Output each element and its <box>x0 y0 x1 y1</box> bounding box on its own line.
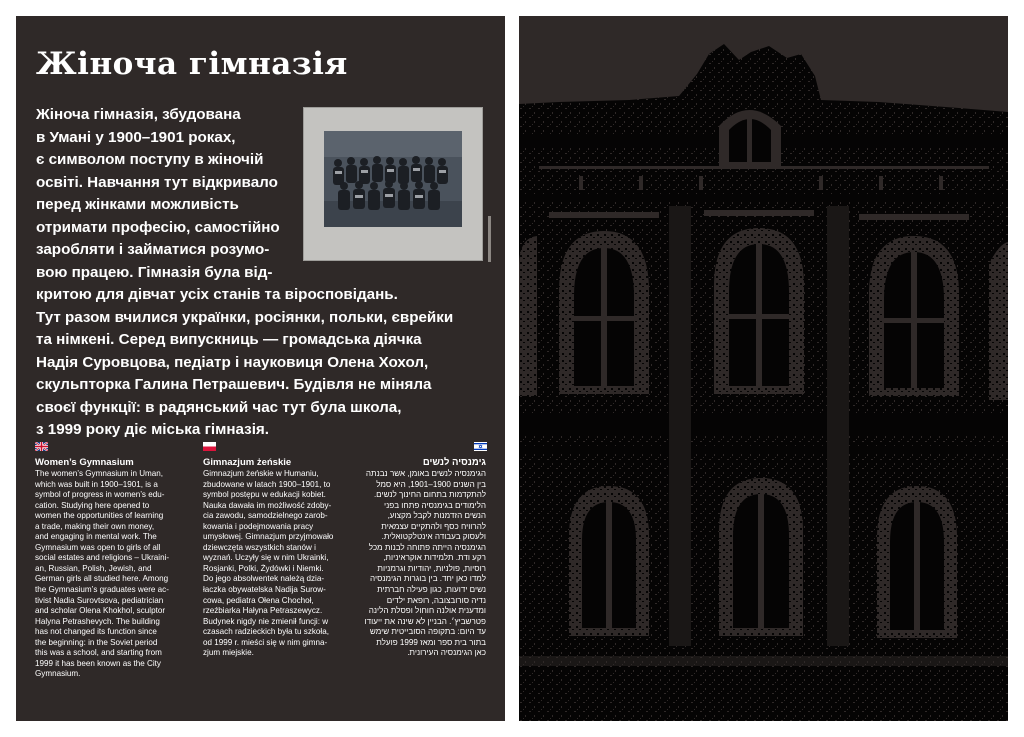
english-text-line: 1999 it has been known as the City <box>35 658 161 668</box>
left-panel <box>16 16 505 721</box>
main-text-line: отримати професію, самостійно <box>36 218 280 236</box>
hebrew-text-line: בתור בית ספר ומאז 1999 פועלת <box>376 637 486 647</box>
polish-text-line: umysłowej. Gimnazjum przyjmowało <box>203 532 334 542</box>
poland-flag-icon <box>203 442 216 451</box>
polish-text-line: Rosjanki, Polki, Żydówki i Niemki. <box>203 563 324 573</box>
english-text-line: Gymnasium. <box>35 669 81 679</box>
hebrew-text-line: להרוויח כסף ולהתקיים עצמאית <box>381 521 486 531</box>
main-text-line: з 1999 року діє міська гімназія. <box>36 421 270 438</box>
english-text-line: tivist Nadia Surovtsova, pediatrician <box>35 595 164 605</box>
main-text-line: критою для дівчат усіх станів та віросповідань. <box>36 286 398 303</box>
uk-flag-icon <box>35 442 48 451</box>
main-text-line: в Умані у 1900–1901 роках, <box>36 128 236 146</box>
building-facade-silhouette <box>519 16 1008 721</box>
english-text-line: the Gymnasium’s graduates were ac- <box>35 585 169 595</box>
main-text-line: та німкені. Серед випускниць — громадська діячка <box>36 331 422 348</box>
english-column <box>35 457 197 680</box>
english-text-line: the beginning: in the Soviet period <box>35 637 158 647</box>
polish-text-line: dziewczęta wszystkich stanów i <box>203 542 316 552</box>
english-text-line: Gymnasium was open to girls of all <box>35 542 161 552</box>
polish-text-line: czasach radzieckich była tu szkoła, <box>203 627 329 637</box>
polish-text <box>203 469 355 659</box>
hebrew-text-line: ומדענית אולנה חוחול ופסלת הלינה <box>368 606 486 616</box>
english-text-line: social estates and religions – Ukraini- <box>35 553 170 563</box>
main-text-line: заробляти і займатися розумо- <box>36 241 270 258</box>
english-title: Women’s Gymnasium <box>35 457 134 468</box>
polish-text-line: cowa, pediatra Ołena Chochoł, <box>203 595 314 605</box>
polish-text-line: Do jego absolwentek należą dzia- <box>203 574 325 584</box>
english-text-line: The women’s Gymnasium in Uman, <box>35 469 164 478</box>
hebrew-text-line: רוסיות, פולניות, יהודיות וגרמניות <box>377 563 486 573</box>
main-text-line: вою працею. Гімназія була від- <box>36 263 273 281</box>
hebrew-text-line: הגימנסיה הייתה פתוחה לבנות מכל <box>368 542 486 552</box>
hebrew-text-line: הגימנסיה לנשים באומן, אשר נבנתה <box>365 469 486 478</box>
english-text-line: and scholar Olena Khokhol, sculptor <box>35 606 166 616</box>
hebrew-text-line: בין השנים 1900–1901, היא סמל <box>376 479 486 489</box>
hebrew-text-line: נשים ידועות, כגון פעילה חברתית <box>377 585 486 595</box>
english-text-line: a trade, making their own money, <box>35 521 155 531</box>
hebrew-text-line: ולעסוק בעבודה אינטלקטואלית. <box>381 532 486 542</box>
main-text-line: Надія Суровцова, педіатр і науковиця Олена Хохол, <box>36 353 429 371</box>
polish-text-line: łaczka obywatelska Nadija Surow- <box>203 585 326 595</box>
hebrew-text-line: הלימודים בגימנסיה פתחו בפני <box>384 500 486 510</box>
photo-credit-mark <box>486 216 494 262</box>
polish-text-line: wyznań. Uczyły się w nim Ukrainki, <box>203 553 329 563</box>
polish-text-line: zjum miejskie. <box>203 648 254 658</box>
hebrew-text <box>338 469 486 659</box>
english-text-line: an, Russian, Polish, Jewish, and <box>35 563 152 573</box>
polish-text-line: od 1999 r. mieści się w nim gimna- <box>203 637 328 647</box>
polish-text-line: Budynek nigdy nie zmienił funcji: w <box>203 616 329 626</box>
page-title: Жіноча гімназія <box>36 46 348 82</box>
polish-text-line: kowania i podejmowania pracy <box>203 521 314 531</box>
main-text-line: скульпторка Галина Петрашевич. Будівля не міняла <box>36 376 432 393</box>
english-text-line: symbol of progress in women’s edu- <box>35 490 165 500</box>
israel-flag-icon <box>474 442 487 451</box>
polish-title: Gimnazjum żeńskie <box>203 457 292 468</box>
hebrew-text-line: הנשים הזדמנות לקבל מקצוע, <box>387 511 486 521</box>
historical-photo <box>303 107 483 261</box>
main-text-line: своєї функції: в радянський час тут була школа, <box>36 398 402 416</box>
hebrew-text-line: רקע ודת. תלמידות אוקראיניות, <box>383 553 486 563</box>
polish-column <box>203 457 355 659</box>
hebrew-text-line: נדיה סורובצובה, רופאת ילדים <box>386 595 486 605</box>
main-text-line: Тут разом вчилися українки, росіянки, польки, єврейки <box>36 308 454 326</box>
english-text <box>35 469 197 680</box>
hebrew-text-line: כאן הגימנסיה העירונית. <box>407 648 486 658</box>
polish-text-line: zbudowane w latach 1900–1901, to <box>203 479 331 489</box>
right-panel <box>519 16 1008 721</box>
english-text-line: German girls all studied here. Among <box>35 574 169 584</box>
polish-text-line: symbol postępu w edukacji kobiet. <box>203 490 326 500</box>
english-text-line: cation. Studying here opened to <box>35 500 150 510</box>
english-text-line: this was a school, and starting from <box>35 648 162 658</box>
polish-text-line: Nauka dawała im możliwość zdoby- <box>203 500 332 510</box>
hebrew-column <box>338 457 486 659</box>
english-text-line: has not changed its function since <box>35 627 157 637</box>
main-text-line: освіті. Навчання тут відкривало <box>36 173 278 191</box>
hebrew-text-line: עד היום: בתקופה הסובייטית שימש <box>369 627 486 637</box>
hebrew-text-line: להתקדמות בתחום החינוך לנשים. <box>373 490 486 500</box>
main-text-line: Жіноча гімназія, збудована <box>36 106 241 123</box>
english-text-line: and engaging in mental work. The <box>35 532 157 542</box>
english-text-line: women the opportunities of learning <box>35 511 164 521</box>
group-photo-image <box>324 131 462 227</box>
polish-text-line: Gimnazjum żeńskie w Humaniu, <box>203 469 319 478</box>
hebrew-title: גימנסיה לנשים <box>422 457 486 468</box>
hebrew-text-line: פטרשביץ׳. הבניין לא שינה את ייעודו <box>364 616 486 626</box>
english-text-line: Halyna Petrashevych. The building <box>35 616 160 626</box>
polish-text-line: rzeźbiarka Hałyna Petraszewycz. <box>203 606 323 616</box>
english-text-line: which was built in 1900–1901, is a <box>35 479 158 489</box>
main-text-line: перед жінками можливість <box>36 196 239 213</box>
polish-text-line: cia zawodu, samodzielnego zarob- <box>203 511 328 521</box>
hebrew-text-line: למדו כאן יחד. בין בוגרות הגימנסיה <box>370 574 486 584</box>
main-text-line: є символом поступу в жіночій <box>36 151 264 168</box>
